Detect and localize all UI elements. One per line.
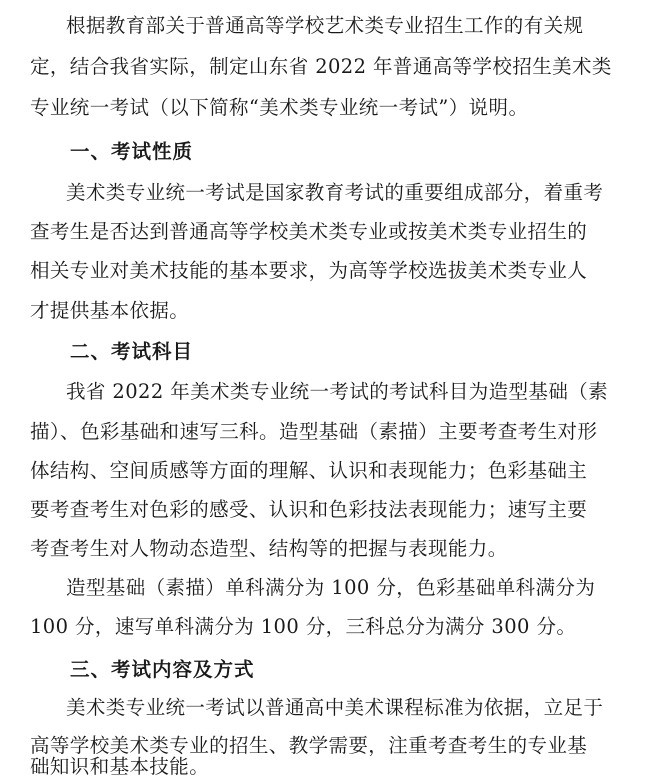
section-1-line-1: 美术类专业统一考试是国家教育考试的重要组成部分，着重考	[66, 181, 604, 204]
section-3-heading: 三、考试内容及方式	[70, 658, 255, 681]
intro-line-1: 根据教育部关于普通高等学校艺术类专业招生工作的有关规	[66, 14, 584, 37]
intro-line-3: 专业统一考试（以下简称“美术类专业统一考试”）说明。	[30, 96, 529, 119]
section-1-line-4: 才提供基本依据。	[30, 299, 190, 322]
section-2-para-1-line-4: 要考查考生对色彩的感受、认识和色彩技法表现能力；速写主要	[30, 498, 588, 521]
section-3-line-3: 础知识和基本技能。	[30, 755, 210, 778]
section-2-heading: 二、考试科目	[70, 340, 194, 363]
section-3-line-2: 高等学校美术类专业的招生、教学需要，注重考查考生的专业基	[30, 734, 588, 757]
section-1-line-2: 查考生是否达到普通高等学校美术类专业或按美术类专业招生的	[30, 220, 588, 243]
section-1-line-3: 相关专业对美术技能的基本要求，为高等学校选拔美术类专业人	[30, 259, 588, 282]
section-2-para-1-line-2: 描）、色彩基础和速写三科。造型基础（素描）主要考查考生对形	[30, 420, 598, 443]
section-2-para-1-line-1: 我省 2022 年美术类专业统一考试的考试科目为造型基础（素	[66, 380, 609, 403]
intro-line-2: 定，结合我省实际，制定山东省 2022 年普通高等学校招生美术类	[30, 55, 612, 78]
section-2-para-1-line-3: 体结构、空间质感等方面的理解、认识和表现能力；色彩基础主	[30, 459, 588, 482]
section-2-para-2-line-1: 造型基础（素描）单科满分为 100 分，色彩基础单科满分为	[66, 576, 596, 599]
section-2-para-2-line-2: 100 分，速写单科满分为 100 分，三科总分为满分 300 分。	[30, 615, 577, 638]
section-3-line-1: 美术类专业统一考试以普通高中美术课程标准为依据，立足于	[66, 696, 604, 719]
section-2-para-1-line-5: 考查考生对人物动态造型、结构等的把握与表现能力。	[30, 537, 508, 560]
section-1-heading: 一、考试性质	[70, 140, 194, 163]
